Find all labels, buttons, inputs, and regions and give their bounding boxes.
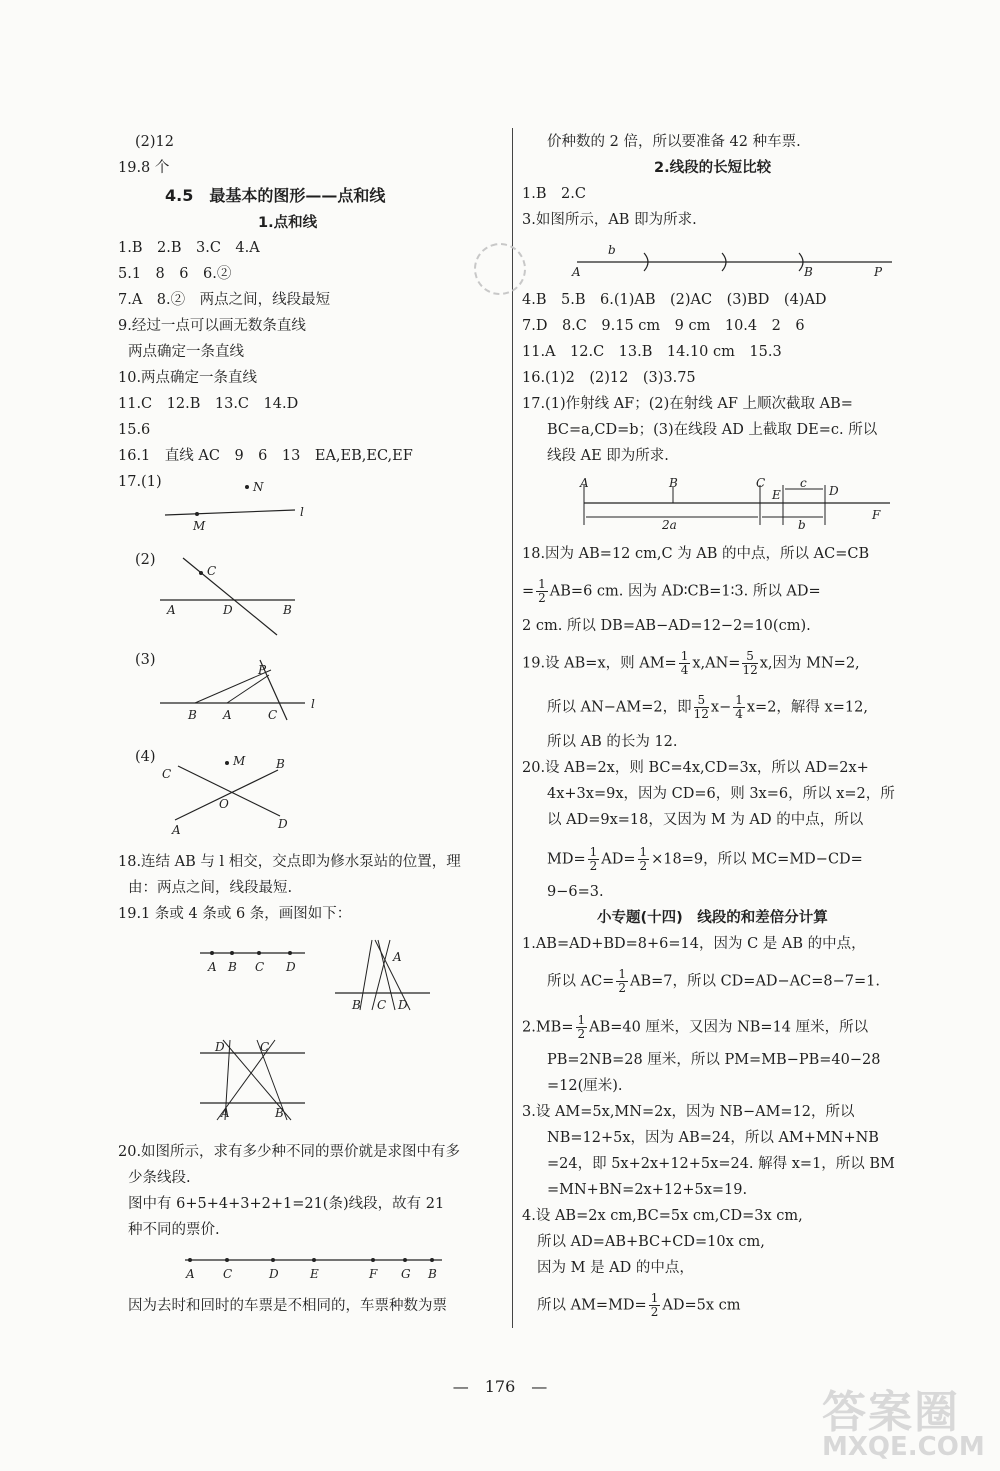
answer-line: 19.设 AB=x，则 AM= $\frac{1}{4}$ x,AN= $\frac{5}{12}$ x,因为 MN=2, — [522, 649, 860, 677]
label-O: O — [219, 797, 229, 811]
answer-line: 3.如图所示，AB 即为所求. — [522, 212, 697, 228]
answer-line: 图中有 6+5+4+3+2+1=21(条)线段，故有 21 — [128, 1196, 445, 1212]
figure-19-c — [195, 1035, 315, 1125]
label-B: B — [669, 476, 678, 490]
figure-20 — [180, 1252, 450, 1284]
answer-line: 7.D 8.C 9.15 cm 9 cm 10.4 2 6 — [522, 318, 805, 334]
watermark-url: MXQE.COM — [822, 1432, 985, 1462]
answer-line: 17.(1)作射线 AF；(2)在射线 AF 上顺次截取 AB= — [522, 396, 853, 412]
answer-line: 9−6=3. — [547, 884, 604, 900]
label-B: B — [228, 960, 237, 974]
figure-17-4 — [160, 748, 300, 838]
column-divider — [512, 128, 513, 1328]
answer-line: 1.AB=AD+BD=8+6=14，因为 C 是 AB 的中点， — [522, 936, 866, 952]
answer-line: 20.如图所示，求有多少种不同的票价就是求图中有多 — [118, 1144, 461, 1160]
fraction: $\frac{1}{4}$ — [735, 693, 743, 721]
label-M: M — [233, 754, 246, 768]
label-A: A — [223, 708, 232, 722]
label-c: c — [800, 476, 807, 490]
fraction: $\frac{5}{12}$ — [693, 693, 709, 721]
answer-line: =MN+BN=2x+12+5x=19. — [547, 1182, 748, 1198]
answer-line: 两点确定一条直线 — [128, 344, 244, 360]
label-B: B — [275, 1106, 284, 1120]
answer-line: 19.1 条或 4 条或 6 条，画图如下： — [118, 906, 352, 922]
fraction: $\frac{1}{4}$ — [680, 649, 689, 677]
label-C: C — [756, 476, 766, 490]
label-G: G — [401, 1267, 411, 1281]
label-D: D — [398, 998, 408, 1012]
label-B: B — [188, 708, 197, 722]
answer-line: 线段 AE 即为所求. — [547, 448, 669, 464]
figure-r3 — [562, 240, 902, 282]
answer-line: 所以 AN−AM=2，即 $\frac{5}{12}$ x− $\frac{1}{4}$ x=2，解得 x=12, — [547, 693, 868, 721]
point-G — [403, 1258, 407, 1262]
label-B: B — [276, 757, 285, 771]
answer-line: 9.经过一点可以画无数条直线 — [118, 318, 306, 334]
answer-line: PB=2NB=28 厘米，所以 PM=MB−PB=40−28 — [547, 1052, 881, 1068]
fraction: $\frac{1}{2}$ — [639, 845, 648, 873]
point-D — [271, 1258, 275, 1262]
answer-line: (3) — [135, 652, 156, 668]
answer-line: 18.连结 AB 与 l 相交，交点即为修水泵站的位置，理 — [118, 854, 461, 870]
point-D — [288, 951, 292, 955]
answer-line: 所以 AC= $\frac{1}{2}$ AB=7，所以 CD=AD−AC=8−7=1. — [547, 967, 880, 995]
answer-line: 17.(1) — [118, 474, 162, 490]
point-B — [430, 1258, 434, 1262]
answer-line: 2.MB= $\frac{1}{2}$ AB=40 厘米，又因为 NB=14 厘米，所以 — [522, 1013, 869, 1041]
fraction: $\frac{1}{2}$ — [589, 845, 598, 873]
answer-line: 16.1 直线 AC 9 6 13 EA,EB,EC,EF — [118, 448, 413, 464]
label-l: l — [311, 697, 315, 711]
figure-19-a — [195, 945, 315, 975]
label-A: A — [167, 603, 176, 617]
label-D: D — [223, 603, 233, 617]
figure-17-2 — [155, 550, 315, 640]
label-A: A — [572, 265, 581, 279]
answer-line: 2 cm. 所以 DB=AB−AD=12−2=10(cm). — [522, 618, 811, 634]
answer-line: 19.8 个 — [118, 160, 170, 176]
answer-line: 少条线段. — [128, 1170, 191, 1186]
label-C: C — [260, 1040, 270, 1054]
label-C: C — [162, 767, 172, 781]
answer-line: 16.(1)2 (2)12 (3)3.75 — [522, 370, 696, 386]
label-N: N — [253, 480, 264, 494]
point-C — [225, 1258, 229, 1262]
watermark-logo: 答案圈 — [822, 1387, 960, 1438]
fraction: $\frac{1}{2}$ — [538, 577, 546, 605]
label-C: C — [255, 960, 265, 974]
subsection-title: 小专题(十四) 线段的和差倍分计算 — [597, 910, 828, 926]
label-D: D — [278, 817, 288, 831]
label-A: A — [186, 1267, 195, 1281]
answer-line: 10.两点确定一条直线 — [118, 370, 258, 386]
subsection-title: 1.点和线 — [258, 215, 318, 231]
fraction: $\frac{5}{12}$ — [742, 649, 758, 677]
label-A: A — [221, 1106, 230, 1120]
point-C — [257, 951, 261, 955]
label-2a: 2a — [662, 518, 677, 532]
label-P: P — [874, 265, 883, 279]
answer-line: 20.设 AB=2x，则 BC=4x,CD=3x，所以 AD=2x+ — [522, 760, 869, 776]
figure-r17 — [572, 475, 902, 535]
fraction: $\frac{1}{2}$ — [577, 1013, 586, 1041]
answer-line: NB=12+5x，因为 AB=24，所以 AM+MN+NB — [547, 1130, 879, 1146]
answer-line: 价种数的 2 倍，所以要准备 42 种车票. — [547, 134, 801, 150]
label-A: A — [172, 823, 181, 837]
answer-line: 4x+3x=9x，因为 CD=6，则 3x=6，所以 x=2，所 — [547, 786, 895, 802]
answer-line: MD= $\frac{1}{2}$ AD= $\frac{1}{2}$ ×18=9，所以 MC=MD−CD= — [547, 845, 863, 873]
label-b: b — [608, 243, 616, 257]
point-A — [210, 951, 214, 955]
figure-19-b — [330, 935, 440, 1015]
point-B — [230, 951, 234, 955]
label-D: D — [286, 960, 296, 974]
answer-line: 因为去时和回时的车票是不相同的，车票种数为票 — [128, 1298, 447, 1314]
figure-17-3 — [155, 655, 335, 725]
label-M: M — [193, 519, 206, 533]
fraction: $\frac{1}{2}$ — [650, 1291, 659, 1319]
label-A: A — [580, 476, 589, 490]
answer-line: (2)12 — [135, 134, 174, 150]
label-P: P — [258, 663, 267, 677]
label-B: B — [428, 1267, 437, 1281]
label-C: C — [268, 708, 278, 722]
label-A: A — [208, 960, 217, 974]
label-C: C — [207, 564, 217, 578]
label-C: C — [223, 1267, 233, 1281]
answer-line: 由：两点之间，线段最短. — [128, 880, 293, 896]
point-F — [371, 1258, 375, 1262]
label-F: F — [872, 508, 881, 522]
subsection-title: 2.线段的长短比较 — [654, 160, 772, 176]
section-title: 4.5 最基本的图形——点和线 — [165, 186, 386, 205]
label-b: b — [798, 518, 806, 532]
answer-line: 18.因为 AB=12 cm,C 为 AB 的中点，所以 AC=CB — [522, 546, 870, 562]
answer-line: =24，即 5x+2x+12+5x=24. 解得 x=1，所以 BM — [547, 1156, 895, 1172]
label-E: E — [772, 488, 781, 502]
answer-line: 种不同的票价. — [128, 1222, 220, 1238]
answer-line: 1.B 2.C — [522, 186, 586, 202]
label-B: B — [352, 998, 361, 1012]
answer-line: (4) — [135, 749, 156, 765]
answer-line: 因为 M 是 AD 的中点， — [537, 1260, 694, 1276]
label-B: B — [804, 265, 813, 279]
label-E: E — [310, 1267, 319, 1281]
label-l: l — [300, 505, 304, 519]
label-C: C — [377, 998, 387, 1012]
answer-line: 15.6 — [118, 422, 151, 438]
answer-line: 所以 AD=AB+BC+CD=10x cm, — [537, 1234, 765, 1250]
answer-line: 7.A 8.② 两点之间，线段最短 — [118, 292, 331, 308]
answer-line: 1.B 2.B 3.C 4.A — [118, 240, 260, 256]
answer-line: BC=a,CD=b；(3)在线段 AD 上截取 DE=c. 所以 — [547, 422, 878, 438]
page-number: — 176 — — [452, 1377, 548, 1396]
label-D: D — [269, 1267, 279, 1281]
point-E — [312, 1258, 316, 1262]
answer-line: 以 AD=9x=18，又因为 M 为 AD 的中点，所以 — [547, 812, 864, 828]
answer-line: =12(厘米). — [547, 1078, 623, 1094]
answer-line: (2) — [135, 552, 156, 568]
answer-line: = $\frac{1}{2}$ AB=6 cm. 因为 AD∶CB=1∶3. 所以 AD= — [522, 577, 821, 605]
answer-line: 5.1 8 6 6.② — [118, 266, 232, 282]
answer-line: 11.A 12.C 13.B 14.10 cm 15.3 — [522, 344, 782, 360]
answer-line: 所以 AM=MD= $\frac{1}{2}$ AD=5x cm — [537, 1291, 741, 1319]
point-A — [188, 1258, 192, 1262]
label-B: B — [283, 603, 292, 617]
answer-line: 4.B 5.B 6.(1)AB (2)AC (3)BD (4)AD — [522, 292, 827, 308]
label-A: A — [393, 950, 402, 964]
figure-17-1 — [150, 475, 350, 535]
answer-line: 11.C 12.B 13.C 14.D — [118, 396, 299, 412]
label-D: D — [829, 484, 839, 498]
label-D: D — [215, 1040, 225, 1054]
answer-line: 所以 AB 的长为 12. — [547, 734, 678, 750]
fraction: $\frac{1}{2}$ — [618, 967, 626, 995]
label-F: F — [369, 1267, 378, 1281]
answer-line: 4.设 AB=2x cm,BC=5x cm,CD=3x cm, — [522, 1208, 803, 1224]
answer-line: 3.设 AM=5x,MN=2x，因为 NB−AM=12，所以 — [522, 1104, 855, 1120]
